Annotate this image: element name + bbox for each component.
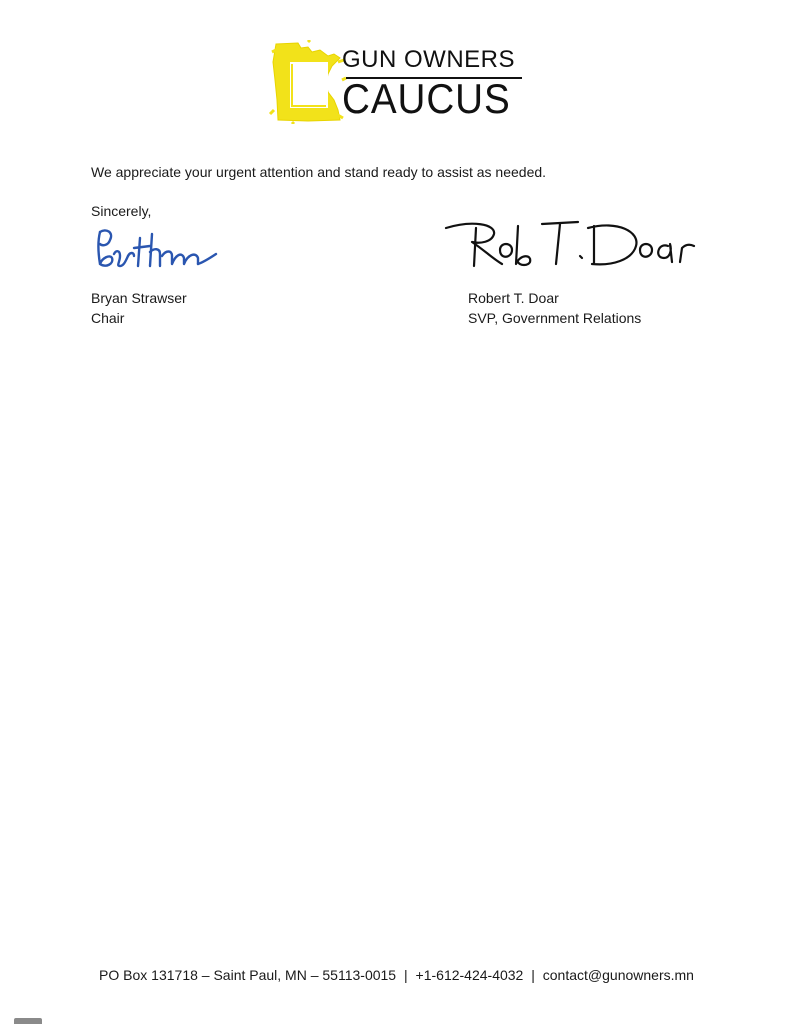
organization-logo [268, 40, 528, 124]
signature-robert-doar [442, 214, 697, 274]
signatory-title-left: Chair [91, 310, 125, 326]
logo-text-caucus: CAUCUS [342, 75, 511, 122]
letter-footer [0, 967, 793, 983]
footer-phone: +1-612-424-4032 [415, 967, 524, 983]
minnesota-state-icon [268, 40, 348, 124]
letter-closing: Sincerely, [91, 203, 152, 219]
footer-separator: | [531, 967, 535, 983]
footer-separator: | [404, 967, 408, 983]
signature-bryan-strawser [92, 224, 222, 272]
letter-body-text: We appreciate your urgent attention and stand ready to assist as needed. [91, 164, 547, 180]
footer-email[interactable]: contact@gunowners.mn [542, 967, 694, 983]
signatory-name-right: Robert T. Doar [468, 290, 559, 306]
logo-text-gun-owners: GUN OWNERS [342, 46, 515, 73]
page-corner-tab[interactable] [14, 1018, 42, 1024]
signatory-name-left: Bryan Strawser [91, 290, 187, 306]
signatory-title-right: SVP, Government Relations [468, 310, 642, 326]
footer-address: PO Box 131718 – Saint Paul, MN – 55113-0015 [99, 967, 397, 983]
